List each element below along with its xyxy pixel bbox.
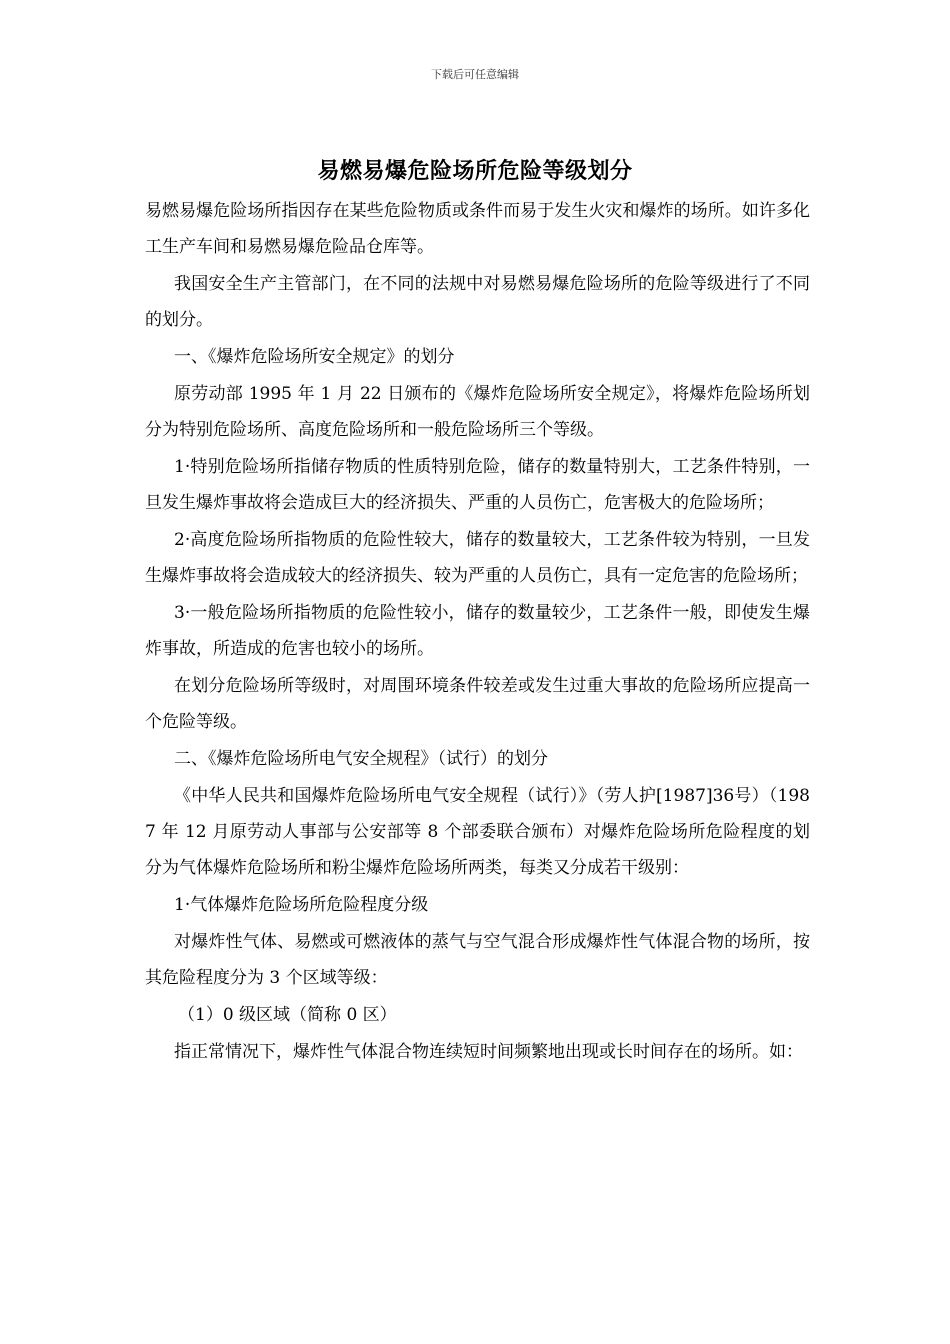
list-item: 3·一般危险场所指物质的危险性较小，储存的数量较少，工艺条件一般，即使发生爆炸事故，所造成的危害也较小的场所。 (145, 603, 810, 659)
list-item: 2·高度危险场所指物质的危险性较大，储存的数量较大，工艺条件较为特别，一旦发生爆炸事故将会造成较大的经济损失、较为严重的人员伤亡，具有一定危害的危险场所； (145, 530, 810, 586)
paragraph: 指正常情况下，爆炸性气体混合物连续短时间频繁地出现或长时间存在的场所。如： (174, 1042, 803, 1062)
paragraph: 在划分危险场所等级时，对周围环境条件较差或发生过重大事故的危险场所应提高一个危险等级。 (145, 676, 810, 732)
header-note: 下载后可任意编辑 (431, 68, 519, 81)
subsection-heading: 1·气体爆炸危险场所危险程度分级 (174, 895, 429, 915)
paragraph: 原劳动部 1995 年 1 月 22 日颁布的《爆炸危险场所安全规定》，将爆炸危险场所划分为特别危险场所、高度危险场所和一般危险场所三个等级。 (145, 384, 810, 440)
subsection-heading: （1）0 级区域（简称 0 区） (178, 1005, 397, 1025)
list-item: 1·特别危险场所指储存物质的性质特别危险，储存的数量特别大，工艺条件特别，一旦发生爆炸事故将会造成巨大的经济损失、严重的人员伤亡，危害极大的危险场所； (145, 457, 810, 513)
section-heading: 二、《爆炸危险场所电气安全规程》（试行）的划分 (174, 749, 548, 769)
paragraph: 我国安全生产主管部门，在不同的法规中对易燃易爆危险场所的危险等级进行了不同的划分。 (145, 274, 810, 330)
paragraph: 易燃易爆危险场所指因存在某些危险物质或条件而易于发生火灾和爆炸的场所。如许多化工生产车间和易燃易爆危险品仓库等。 (145, 201, 810, 257)
section-heading: 一、《爆炸危险场所安全规定》的划分 (174, 347, 455, 367)
paragraph: 《中华人民共和国爆炸危险场所电气安全规程（试行）》（劳人护[1987]36号）（1987 年 12 月原劳动人事部与公安部等 8 个部委联合颁布）对爆炸危险场所危险程度的划分为气体爆炸危险场所和粉尘爆炸危险场所两类，每类又分成若干级别： (145, 786, 810, 878)
document-body (145, 193, 810, 1071)
paragraph: 对爆炸性气体、易燃或可燃液体的蒸气与空气混合形成爆炸性气体混合物的场所，按其危险程度分为 3 个区域等级： (145, 932, 810, 988)
document-title: 易燃易爆危险场所危险等级划分 (317, 158, 633, 184)
